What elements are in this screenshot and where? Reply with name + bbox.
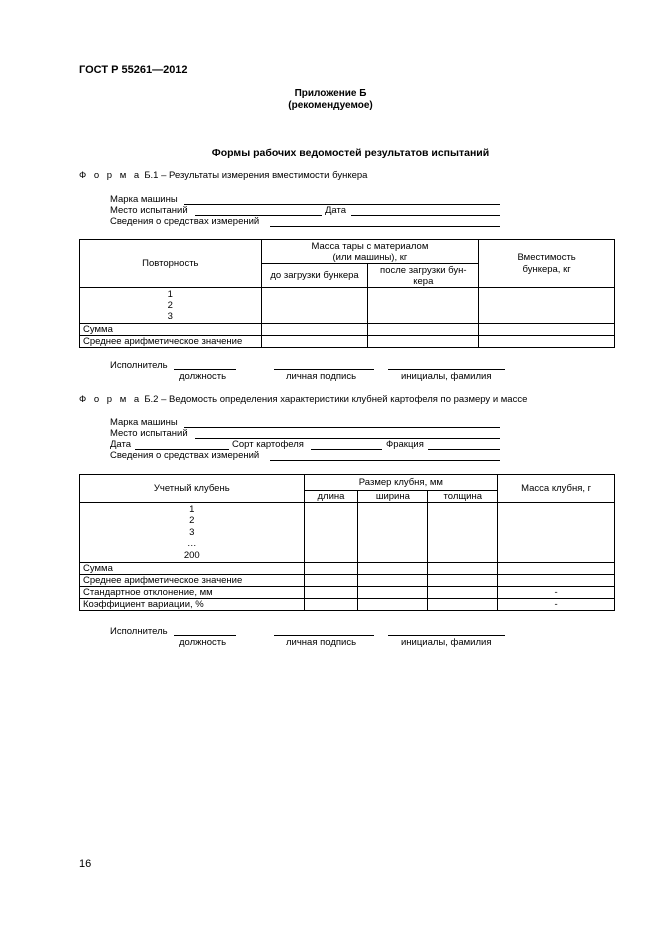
cell-mean-after[interactable] bbox=[368, 336, 479, 348]
sig2-signature-line[interactable] bbox=[274, 635, 374, 636]
page-number: 16 bbox=[79, 858, 92, 870]
col-mass-line2: (или машины), кг bbox=[332, 251, 408, 263]
tuber-3: 3 bbox=[189, 526, 195, 538]
col-thickness-header: толщина bbox=[428, 491, 498, 503]
row-sum-label: Сумма bbox=[80, 324, 262, 336]
form1-machine-label: Марка машины bbox=[110, 194, 178, 205]
form2-machine-label: Марка машины bbox=[110, 417, 178, 428]
tuber-2: 2 bbox=[189, 515, 195, 527]
repeat-1: 1 bbox=[167, 289, 173, 300]
cell-mean-before[interactable] bbox=[261, 336, 368, 348]
form2-instruments-label: Сведения о средствах измерений bbox=[110, 450, 260, 461]
cell-length[interactable] bbox=[304, 503, 358, 563]
form1-date-line[interactable] bbox=[351, 215, 500, 216]
form1-instruments-label: Сведения о средствах измерений bbox=[110, 216, 260, 227]
cell-after[interactable] bbox=[368, 288, 479, 324]
cell-std-width[interactable] bbox=[358, 587, 428, 599]
row-std-label: Стандартное отклонение, мм bbox=[80, 587, 305, 599]
col-capacity-header bbox=[479, 240, 615, 288]
row-cv-label: Коэффициент вариации, % bbox=[80, 599, 305, 611]
cell-thickness[interactable] bbox=[428, 503, 498, 563]
form2-caption bbox=[79, 394, 527, 405]
col-length-header: длина bbox=[304, 491, 358, 503]
form2-machine-line[interactable] bbox=[184, 427, 500, 428]
cell-sum-mass[interactable] bbox=[498, 563, 615, 575]
tuber-1: 1 bbox=[189, 503, 195, 515]
form2-variety-label: Сорт картофеля bbox=[232, 439, 304, 450]
row-sum-label: Сумма bbox=[80, 563, 305, 575]
cell-mass[interactable] bbox=[498, 503, 615, 563]
col-mass-line1: Масса тары с материалом bbox=[311, 240, 429, 252]
repeat-3: 3 bbox=[167, 311, 173, 322]
col-width-header: ширина bbox=[358, 491, 428, 503]
tuber-ellipsis: … bbox=[187, 538, 197, 550]
form2-date-label: Дата bbox=[110, 439, 132, 450]
col-after-line2: кера bbox=[413, 275, 434, 287]
col-capacity-line2: бункера, кг bbox=[522, 263, 571, 275]
cell-width[interactable] bbox=[358, 503, 428, 563]
cell-sum-length[interactable] bbox=[304, 563, 358, 575]
cell-sum-after[interactable] bbox=[368, 324, 479, 336]
cell-std-mass-dash: - bbox=[498, 587, 615, 599]
sig2-executor-label: Исполнитель bbox=[110, 626, 168, 637]
col-capacity-line1: Вместимость bbox=[517, 251, 576, 263]
form2-place-label: Место испытаний bbox=[110, 428, 188, 439]
form1-instruments-line[interactable] bbox=[270, 226, 500, 227]
cell-sum-width[interactable] bbox=[358, 563, 428, 575]
row-mean-label: Среднее арифметическое значение bbox=[80, 336, 262, 348]
form1-label: Ф о р м а bbox=[79, 170, 142, 181]
sig2-signature-caption: личная подпись bbox=[286, 637, 357, 648]
form1-caption bbox=[79, 170, 367, 181]
sig2-position-line[interactable] bbox=[174, 635, 236, 636]
form2-caption-text: Б.2 – Ведомость определения характеристики клубней картофеля по размеру и массе bbox=[144, 394, 528, 405]
form2-fraction-line[interactable] bbox=[428, 449, 500, 450]
section-title: Формы рабочих ведомостей результатов испытаний bbox=[211, 147, 490, 159]
cell-mean-length[interactable] bbox=[304, 575, 358, 587]
row-mean-label: Среднее арифметическое значение bbox=[80, 575, 305, 587]
sig1-name-caption: инициалы, фамилия bbox=[401, 371, 492, 382]
cell-cv-width[interactable] bbox=[358, 599, 428, 611]
tuber-numbers bbox=[80, 503, 305, 563]
col-before-header: до загрузки бункера bbox=[261, 264, 368, 288]
form1-place-label: Место испытаний bbox=[110, 205, 188, 216]
sig1-position-caption: должность bbox=[179, 371, 227, 382]
form1-table bbox=[79, 239, 615, 348]
col-mass-header bbox=[261, 240, 479, 264]
cell-std-thickness[interactable] bbox=[428, 587, 498, 599]
sig2-name-line[interactable] bbox=[388, 635, 505, 636]
col-size-header: Размер клубня, мм bbox=[304, 475, 498, 491]
form1-caption-text: Б.1 – Результаты измерения вместимости бункера bbox=[144, 170, 368, 181]
cell-mean-thickness[interactable] bbox=[428, 575, 498, 587]
repeat-numbers bbox=[80, 288, 262, 324]
form2-instruments-line[interactable] bbox=[270, 460, 500, 461]
appendix-subtitle: (рекомендуемое) bbox=[288, 100, 373, 111]
form1-date-label: Дата bbox=[325, 205, 347, 216]
cell-std-length[interactable] bbox=[304, 587, 358, 599]
standard-number: ГОСТ Р 55261—2012 bbox=[79, 64, 188, 76]
cell-mean-mass[interactable] bbox=[498, 575, 615, 587]
cell-sum-capacity[interactable] bbox=[479, 324, 615, 336]
sig2-name-caption: инициалы, фамилия bbox=[401, 637, 492, 648]
appendix-title: Приложение Б bbox=[294, 88, 367, 99]
cell-capacity[interactable] bbox=[479, 288, 615, 324]
col-mass-header: Масса клубня, г bbox=[498, 475, 615, 503]
cell-cv-length[interactable] bbox=[304, 599, 358, 611]
sig1-executor-label: Исполнитель bbox=[110, 360, 168, 371]
cell-before[interactable] bbox=[261, 288, 368, 324]
sig1-signature-line[interactable] bbox=[274, 369, 374, 370]
sig2-position-caption: должность bbox=[179, 637, 227, 648]
repeat-2: 2 bbox=[167, 300, 173, 311]
col-after-line1: после загрузки бун- bbox=[380, 264, 467, 276]
sig1-position-line[interactable] bbox=[174, 369, 236, 370]
col-after-header bbox=[368, 264, 479, 288]
cell-sum-before[interactable] bbox=[261, 324, 368, 336]
form2-fraction-label: Фракция bbox=[386, 439, 424, 450]
cell-cv-thickness[interactable] bbox=[428, 599, 498, 611]
cell-cv-mass-dash: - bbox=[498, 599, 615, 611]
form2-variety-line[interactable] bbox=[311, 449, 382, 450]
tuber-200: 200 bbox=[183, 549, 200, 561]
cell-mean-capacity[interactable] bbox=[479, 336, 615, 348]
col-tuber-header: Учетный клубень bbox=[80, 475, 305, 503]
cell-mean-width[interactable] bbox=[358, 575, 428, 587]
form2-table bbox=[79, 474, 615, 611]
col-repeat-header: Повторность bbox=[80, 240, 262, 288]
form2-label: Ф о р м а bbox=[79, 394, 142, 405]
sig1-signature-caption: личная подпись bbox=[286, 371, 357, 382]
sig1-name-line[interactable] bbox=[388, 369, 505, 370]
cell-sum-thickness[interactable] bbox=[428, 563, 498, 575]
